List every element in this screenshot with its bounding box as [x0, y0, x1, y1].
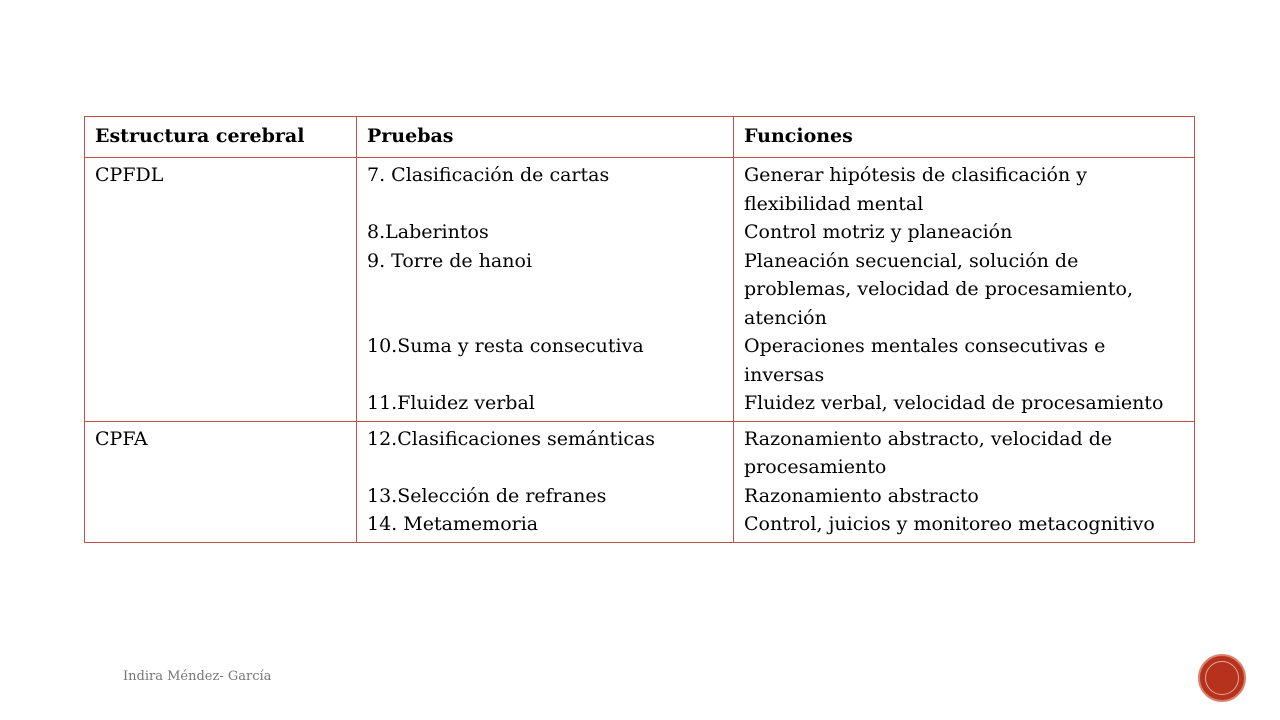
function-item: Generar hipótesis de clasificación y flexibilidad mental [744, 164, 1087, 215]
table-header-row [85, 117, 1195, 158]
test-item: 14. Metamemoria [367, 513, 539, 535]
header-tests: Pruebas [357, 117, 734, 158]
function-item: Fluidez verbal, velocidad de procesamiento [744, 392, 1164, 414]
function-item: Razonamiento abstracto, velocidad de procesamiento [744, 427, 1113, 478]
tests-cell [357, 421, 734, 542]
test-item: 7. Clasificación de cartas [367, 164, 610, 186]
test-item: 9. Torre de hanoi [367, 249, 533, 272]
header-structure: Estructura cerebral [85, 117, 357, 158]
table-row [85, 158, 1195, 422]
functions-cell [734, 158, 1195, 422]
structure-cell: CPFDL [85, 158, 357, 422]
function-item: Control, juicios y monitoreo metacognitivo [744, 513, 1155, 535]
test-item: 12.Clasificaciones semánticas [367, 427, 656, 450]
function-item: Razonamiento abstracto [744, 484, 979, 507]
functions-cell [734, 421, 1195, 542]
function-item: Planeación secuencial, solución de problemas, velocidad de procesamiento, atención [744, 249, 1134, 329]
function-item: Operaciones mentales consecutivas e inversas [744, 335, 1106, 386]
brain-structure-table [84, 116, 1195, 543]
functions-table-container [84, 116, 1194, 543]
test-item: 13.Selección de refranes [367, 484, 607, 507]
table-row [85, 421, 1195, 542]
tests-cell [357, 158, 734, 422]
test-item: 8.Laberintos [367, 221, 489, 243]
test-item: 11.Fluidez verbal [367, 392, 535, 414]
footer-author: Indira Méndez- García [123, 669, 272, 684]
structure-cell: CPFA [85, 421, 357, 542]
function-item: Control motriz y planeación [744, 221, 1013, 243]
slide-number-badge [1198, 654, 1246, 702]
header-functions: Funciones [734, 117, 1195, 158]
test-item: 10.Suma y resta consecutiva [367, 335, 644, 357]
